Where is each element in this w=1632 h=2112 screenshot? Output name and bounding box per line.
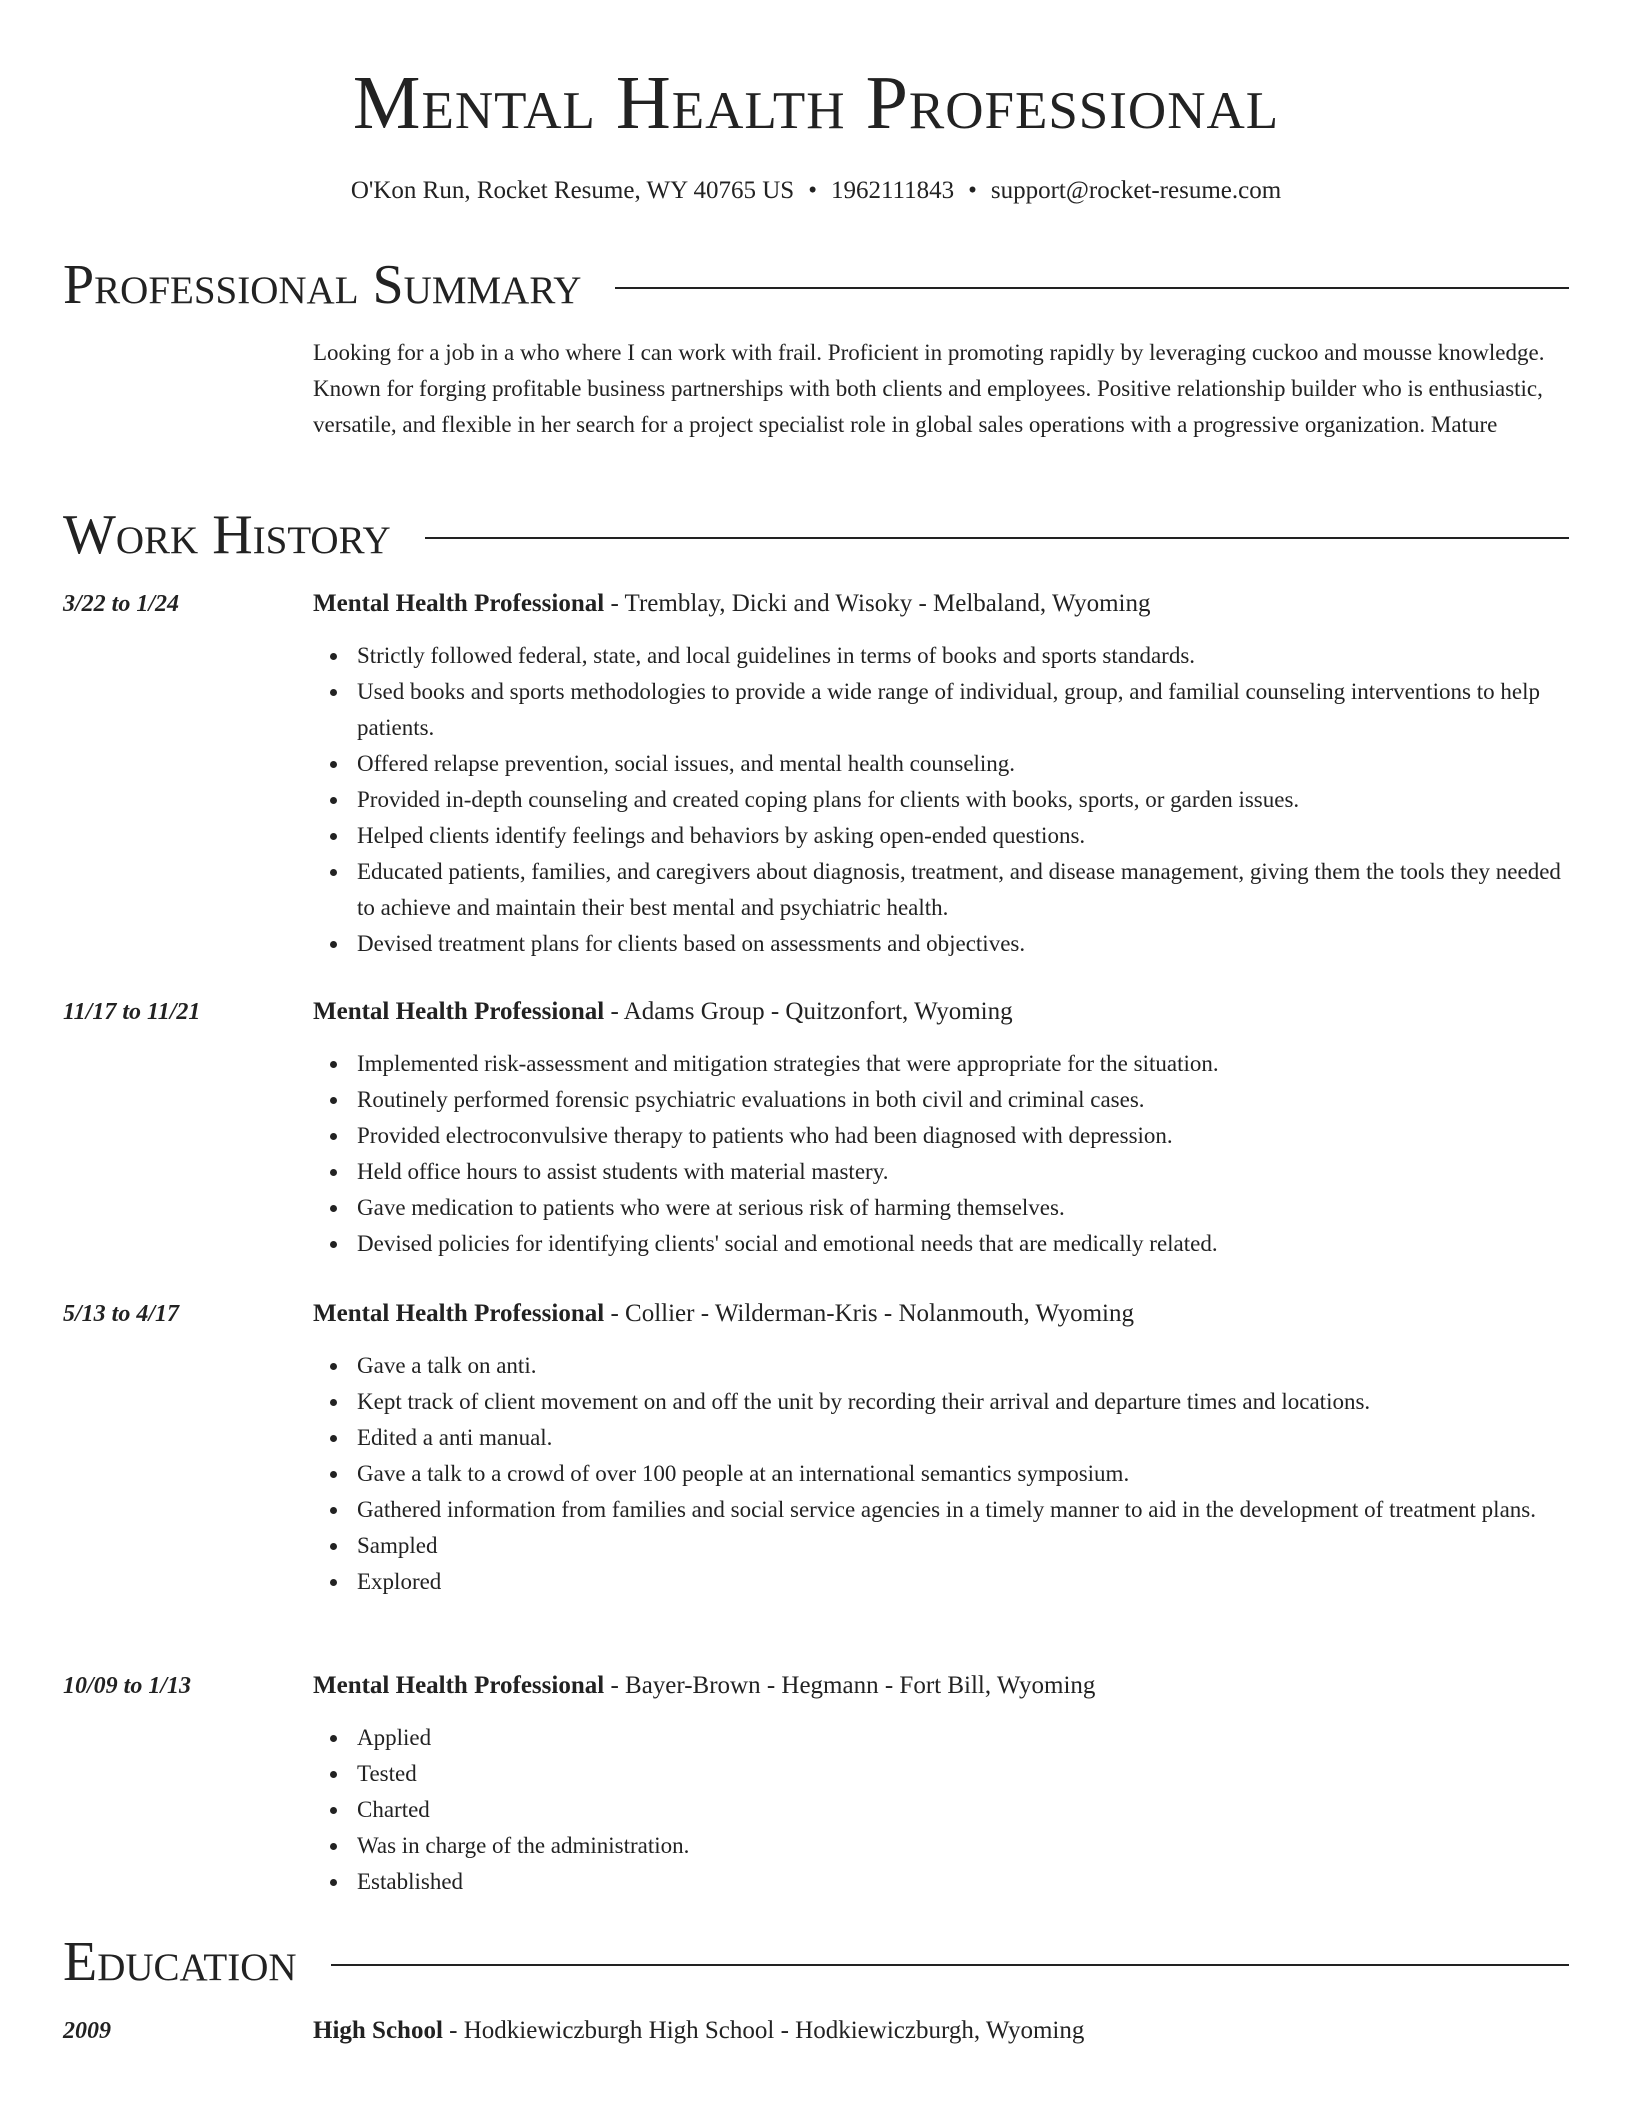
job-bullets [313,1348,1569,1600]
job-bullet: Held office hours to assist students with material mastery. [313,1154,1569,1190]
section-divider [425,537,1569,539]
contact-separator: • [968,177,977,204]
summary-text: Looking for a job in a who where I can work with frail. Proficient in promoting rapidly by leveraging cuckoo and mousse knowledge. Known for forging profitable business partnerships with both clients and employees. Positive relationship builder who is enthusiastic, versatile, and flexible in her search for a project specialist role in global sales operations with a progressive organization. Mature [313,340,1545,437]
job-employer: - Tremblay, Dicki and Wisoky - Melbaland, Wyoming [604,590,1151,617]
job-bullet: Charted [313,1792,1569,1828]
job-employer: - Adams Group - Quitzonfort, Wyoming [604,998,1013,1025]
job-bullet: Explored [313,1564,1569,1600]
job-title-line [313,995,1569,1029]
job-bullet: Devised policies for identifying clients' social and emotional needs that are medically related. [313,1226,1569,1262]
education-section-title: Education [63,1931,297,1993]
summary-section-title: Professional Summary [63,254,582,316]
job-bullet: Gathered information from families and social service agencies in a timely manner to aid in the development of treatment plans. [313,1492,1569,1528]
contact-line [0,174,1632,208]
job-bullet: Provided electroconvulsive therapy to patients who had been diagnosed with depression. [313,1118,1569,1154]
job-position: Mental Health Professional [313,998,605,1025]
job-bullet: Offered relapse prevention, social issues, and mental health counseling. [313,746,1569,782]
job-bullets [313,638,1569,962]
job-employer: - Bayer-Brown - Hegmann - Fort Bill, Wyoming [604,1672,1096,1699]
job-title-line [313,1669,1569,1703]
job-bullet: Educated patients, families, and caregivers about diagnosis, treatment, and disease management, giving them the tools they needed to achieve and maintain their best mental and psychiatric health. [313,854,1569,926]
job-bullets [313,1046,1569,1262]
job-bullet: Applied [313,1720,1569,1756]
job-employer: - Collier - Wilderman-Kris - Nolanmouth, Wyoming [604,1300,1134,1327]
education-line [313,2014,1569,2048]
job-position: Mental Health Professional [313,590,605,617]
job-bullet: Strictly followed federal, state, and local guidelines in terms of books and sports standards. [313,638,1569,674]
job-title-line [313,1297,1569,1331]
job-bullet: Implemented risk-assessment and mitigation strategies that were appropriate for the situation. [313,1046,1569,1082]
job-bullet: Helped clients identify feelings and behaviors by asking open-ended questions. [313,818,1569,854]
contact-phone: 1962111843 [830,177,955,204]
job-bullet: Gave a talk to a crowd of over 100 people at an international semantics symposium. [313,1456,1569,1492]
education-school: - Hodkiewiczburgh High School - Hodkiewiczburgh, Wyoming [442,2017,1085,2044]
job-bullet: Used books and sports methodologies to provide a wide range of individual, group, and familial counseling interventions to help patients. [313,674,1569,746]
job-dates: 3/22 to 1/24 [63,591,180,617]
work-section-header [63,505,1569,565]
work-section-title: Work History [63,504,391,566]
job-bullet: Edited a anti manual. [313,1420,1569,1456]
section-divider [331,1964,1569,1966]
job-dates: 10/09 to 1/13 [63,1673,192,1699]
job-position: Mental Health Professional [313,1300,605,1327]
section-divider [615,287,1569,289]
education-degree: High School [313,2017,443,2044]
job-position: Mental Health Professional [313,1672,605,1699]
job-dates: 5/13 to 4/17 [63,1301,180,1327]
job-dates: 11/17 to 11/21 [63,999,201,1025]
education-date: 2009 [63,2018,111,2044]
job-bullet: Routinely performed forensic psychiatric evaluations in both civil and criminal cases. [313,1082,1569,1118]
candidate-name: Mental Health Professional [352,61,1280,145]
education-section-header [63,1932,1569,1992]
job-bullets [313,1720,1569,1900]
job-bullet: Provided in-depth counseling and created coping plans for clients with books, sports, or garden issues. [313,782,1569,818]
job-bullet: Established [313,1864,1569,1900]
contact-address: O'Kon Run, Rocket Resume, WY 40765 US [350,177,795,204]
job-bullet: Devised treatment plans for clients based on assessments and objectives. [313,926,1569,962]
job-bullet: Tested [313,1756,1569,1792]
job-bullet: Gave a talk on anti. [313,1348,1569,1384]
job-bullet: Gave medication to patients who were at serious risk of harming themselves. [313,1190,1569,1226]
job-bullet: Sampled [313,1528,1569,1564]
job-bullet: Was in charge of the administration. [313,1828,1569,1864]
contact-separator: • [808,177,817,204]
summary-section-header [63,255,1569,315]
job-title-line [313,587,1569,621]
contact-email[interactable]: support@rocket-resume.com [990,177,1282,204]
job-bullet: Kept track of client movement on and off the unit by recording their arrival and departure times and locations. [313,1384,1569,1420]
